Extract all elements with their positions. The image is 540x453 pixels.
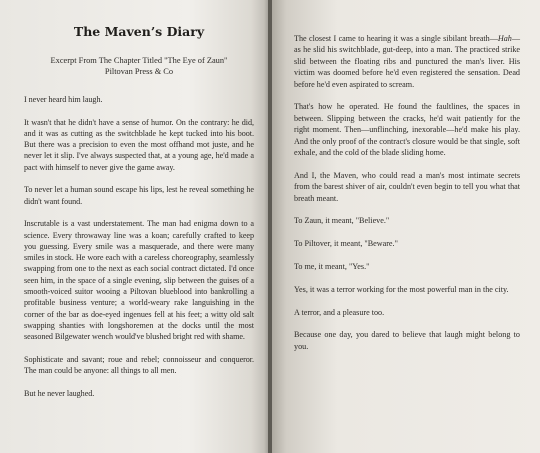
left-paragraph-2: It wasn't that he didn't have a sense of humor. On the contrary: he did, and it was as cutting as the switchblade he kept tucked into his boot. But there was a precision to even the most offhand mot juste, and he never let it slip. I've always suspected that, at a young age, he'd made a pact with himself to never give the game away. [24, 117, 254, 172]
left-paragraph-6: But he never laughed. [24, 388, 95, 398]
right-paragraph-6: To me, it meant, "Yes." [294, 262, 370, 272]
book-spine [268, 0, 272, 453]
right-paragraph-4: To Zaun, it meant, "Believe." [294, 216, 390, 226]
right-paragraph-1-end: —as he slid his switchblade, gut-deep, into a man. The practiced strike slid between the floating ribs and punctured the man's liver. His victim was doomed before he'd even registered the sensation. Dead before he'd even aspirated to scream. [294, 34, 520, 89]
excerpt-publisher-line: Piltovan Press & Co [104, 67, 174, 76]
left-paragraph-5: Sophisticate and savant; roue and rebel; connoisseur and conqueror. The man could be anyone: all things to all men. [24, 354, 254, 376]
left-paragraph-3: To never let a human sound escape his lips, lest he reveal something he didn't want found. [24, 185, 254, 206]
excerpt-credit [24, 55, 254, 77]
left-paragraph-4: Inscrutable is a vast understatement. The man had enigma down to a science. Every throwaway line was a koan; carefully crafted to keep you guessing. Every smile was a masquerade, and there were many smiles in stock. He wore each with a careless choreography, seamlessly swapping from one to the next as each social contract dictated. I'd once seen him, in the space of a single evening, slip between the guises of a smooth-voiced suitor wooing a Piltovan blueblood into bankrolling a profitable business venture; a world-weary rake languishing in the corner of the bar as doe-eyed ingenues fell at his feet; a witty old salt swapping shanties with longshoremen at the docks until the most seasoned Bilgewater wench would've blushed bright red with shame. [24, 219, 254, 342]
right-paragraph-3: And I, the Maven, who could read a man's most intimate secrets from the barest shiver of air, couldn't even begin to tell you what that breath meant. [294, 170, 520, 203]
right-paragraph-1 [294, 33, 520, 90]
right-paragraph-8: A terror, and a pleasure too. [294, 307, 385, 317]
right-paragraph-9: Because one day, you dared to believe that laugh might belong to you. [294, 330, 520, 351]
right-paragraph-5: To Piltover, it meant, "Beware." [294, 239, 398, 249]
right-page [270, 0, 540, 453]
right-paragraph-1-start: The closest I came to hearing it was a single sibilant breath— [294, 34, 498, 43]
right-paragraph-7: Yes, it was a terror working for the most powerful man in the city. [294, 284, 509, 294]
excerpt-chapter-line: Excerpt From The Chapter Titled "The Eye of Zaun" [50, 56, 228, 65]
left-paragraph-1: I never heard him laugh. [24, 95, 103, 104]
right-paragraph-1-emphasis: Hah [497, 34, 512, 43]
diary-title: The Maven’s Diary [73, 24, 205, 39]
right-paragraph-2: That's how he operated. He found the faultlines, the spaces in between. Slipping between the cracks, he'd wait patiently for the right moment. Then—unflinching, inexorable—he'd make his play. And the only proof of the contract's closure would be that single, soft exhale, and the cold of the blade sliding home. [294, 102, 520, 158]
